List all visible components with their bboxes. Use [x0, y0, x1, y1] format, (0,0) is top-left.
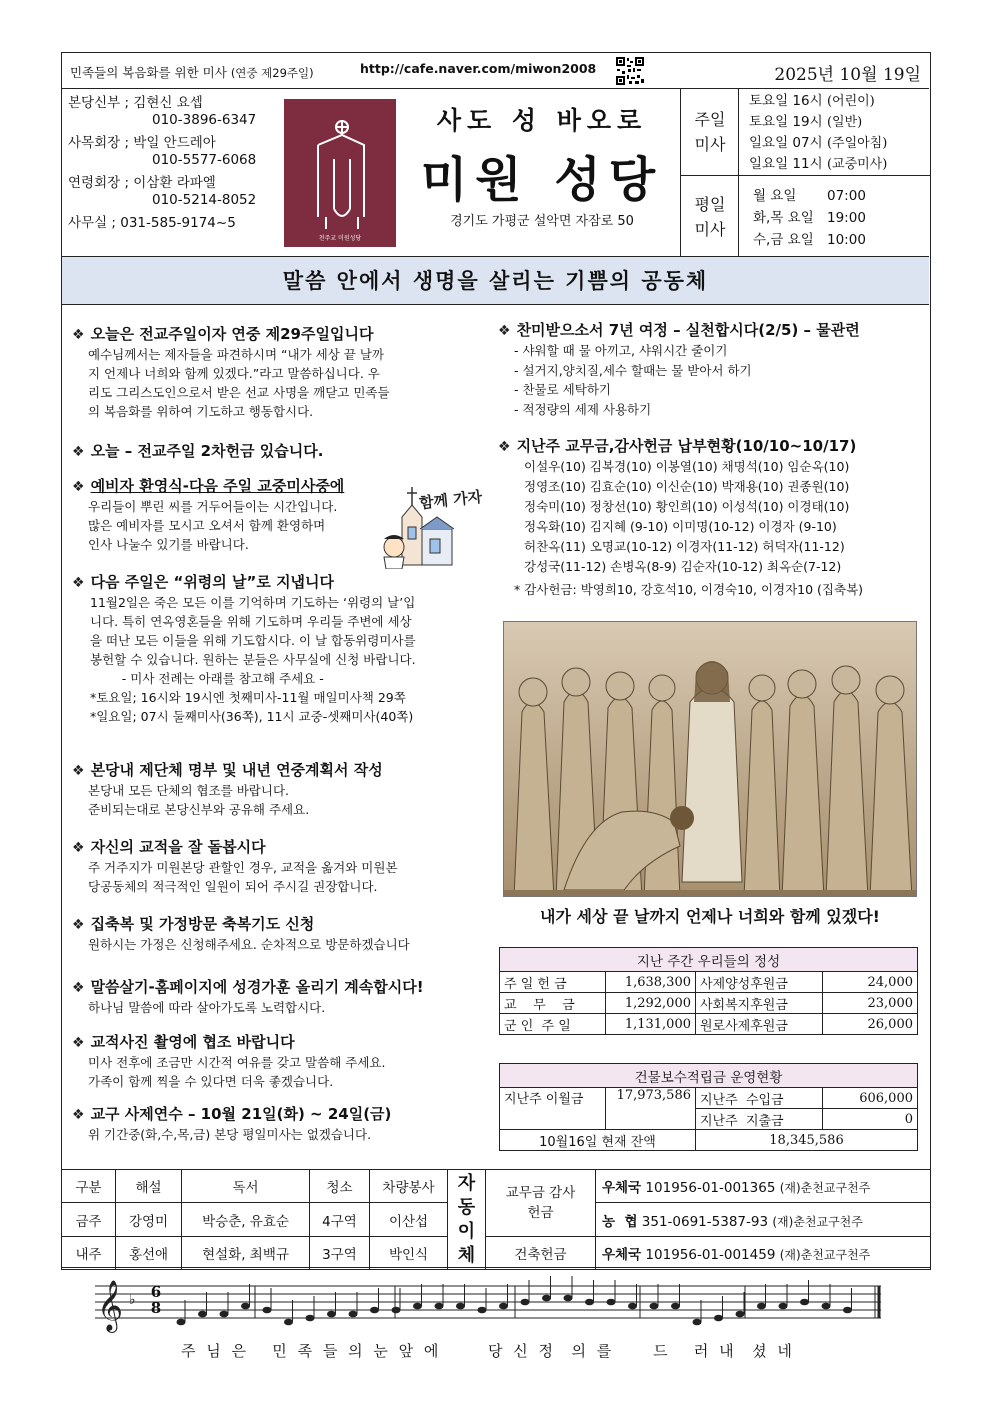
staff-pastor-phone: 010-3896-6347: [152, 112, 257, 128]
staff-council: 사목회장 ; 박일 안드레아: [68, 135, 216, 151]
welcome-art-text: 함께 가자: [418, 487, 484, 513]
bulletin-date: 2025년 10월 19일: [774, 65, 921, 85]
note-head: [564, 1295, 573, 1302]
notice-title: 오늘 – 전교주일 2차헌금 있습니다.: [90, 442, 324, 460]
laudato-si-section: ❖ 찬미받으소서 7년 여정 – 실천합시다(2/5) – 물관련 - 샤워할 때 물 아끼고, 샤워시간 줄이기 - 설거지,양치질,세수 할때는 물 받아서 하기 - 찬물로 세탁하기 - 적정량의 세제 사용하기: [498, 321, 860, 417]
note-head: [542, 1295, 551, 1302]
disciples-illustration-icon: [504, 622, 917, 897]
church-name: 미원 성당: [420, 152, 664, 208]
note-head: [757, 1303, 766, 1310]
notice-item: ❖ 말씀살기-홈페이지에 성경가훈 올리기 계속합시다! 하나님 말씀에 따라 살아가도록 노력합시다.: [72, 978, 424, 1015]
note-head: [198, 1311, 207, 1318]
note-head: [822, 1303, 831, 1310]
notice-item: ❖ 오늘 – 전교주일 2차헌금 있습니다.: [72, 442, 324, 460]
account-row: 우체국 101956-01-001459 (재)춘천교구천주: [596, 1237, 931, 1270]
music-staff: [95, 1276, 881, 1376]
svg-text:♭: ♭: [129, 1292, 136, 1308]
notice-item: ❖ 교적사진 촬영에 협조 바랍니다 미사 전후에 조금만 시간적 여유를 갖고 말씀해 주세요. 가족이 함께 찍을 수 있다면 더욱 좋겠습니다.: [72, 1033, 386, 1089]
mass-intention: [70, 63, 314, 81]
note-head: [349, 1311, 358, 1318]
mass-title: 민족들의 복음화를 위한 미사: [70, 65, 227, 80]
duty-row: 금주 강영미 박승춘, 유효순 4구역 이산섭 농 협 351-0691-5387-93 (재)춘천교구천주: [62, 1203, 931, 1237]
cafe-url[interactable]: http://cafe.naver.com/miwon2008: [360, 61, 597, 76]
top-bar: [62, 53, 929, 89]
weekday-mass-row: 수,금 요일 10:00: [753, 232, 866, 248]
duty-row: 내주 홍선애 현설화, 최백규 3구역 박인식 건축헌금 우체국 101956-01-001459 (재)춘천교구천주: [62, 1237, 931, 1270]
notice-item: ❖ 교구 사제연수 – 10월 21일(화) ~ 24일(금) 위 기간중(화,수,목,금) 본당 평일미사는 없겠습니다.: [72, 1105, 392, 1142]
note-head: [177, 1319, 186, 1326]
jesus-illustration: [503, 621, 917, 897]
note-head: [736, 1311, 745, 1318]
sunday-mass-row: 토요일 16시 (어린이): [749, 93, 875, 109]
notice-title: 자신의 교적을 잘 돌봅시다: [90, 838, 266, 856]
sunday-label: (연중 제29주일): [230, 66, 314, 80]
note-head: [392, 1307, 401, 1314]
sunday-mass-box: [681, 89, 930, 176]
note-head: [800, 1299, 809, 1306]
notice-title: 교적사진 촬영에 협조 바랍니다: [90, 1033, 295, 1051]
staff-council-phone: 010-5577-6068: [152, 152, 257, 168]
music-lyrics: 주 님 은 민 족 들 의 눈 앞 에 당 신 정 의 를 드 러 내 셨 네: [181, 1342, 795, 1360]
note-head: [306, 1315, 315, 1322]
offerings-row: 교 무 금 1,292,000 사회복지후원금 23,000: [500, 993, 918, 1014]
note-head: [628, 1303, 637, 1310]
note-head: [327, 1311, 336, 1318]
scripture-caption: 내가 세상 끝 날까지 언제나 너희와 함께 있겠다!: [540, 907, 880, 926]
note-head: [263, 1307, 272, 1314]
dues-title: 지난주 교무금,감사헌금 납부현황(10/10~10/17): [516, 437, 857, 455]
sunday-mass-row: 토요일 19시 (일반): [749, 114, 863, 130]
note-head: [779, 1303, 788, 1310]
logo-caption: 천주교 미원성당: [318, 235, 362, 242]
notice-item: ❖ 본당내 제단체 명부 및 내년 연중계획서 작성 본당내 모든 단체의 협조를 바랍니다. 준비되는대로 본당신부와 공유해 주세요.: [72, 761, 383, 817]
staff-funeral-phone: 010-5214-8052: [152, 192, 257, 208]
church-logo-icon: [284, 99, 396, 247]
auto-transfer-label: 자 동 이 체: [448, 1170, 486, 1270]
offerings-row: 군 인 주 일 1,131,000 원로사제후원금 26,000: [500, 1014, 918, 1035]
church-logo: [284, 99, 396, 247]
offerings-table: [499, 947, 918, 1035]
notice-item: ❖ 집축복 및 가정방문 축복기도 신청 원하시는 가정은 신청해주세요. 순차적으로 방문하겠습니다: [72, 915, 410, 952]
note-head: [521, 1299, 530, 1306]
note-head: [241, 1303, 250, 1310]
building-fund-title: 건물보수적립금 운영현황: [500, 1064, 918, 1088]
church-subtitle: 사도 성 바오로: [436, 106, 648, 135]
staff-list: [68, 95, 256, 235]
sunday-mass-label: 주일 미사: [694, 110, 726, 154]
sheet-music-icon: [95, 1276, 881, 1338]
notice-title: 교구 사제연수 – 10월 21일(화) ~ 24일(금): [90, 1105, 392, 1123]
church-address: 경기도 가평군 설악면 자잠로 50: [450, 214, 634, 229]
dues-section: ❖ 지난주 교무금,감사헌금 납부현황(10/10~10/17) 이설우(10) 김복경(10) 이봉열(10) 채명석(10) 임순옥(10) 정영조(10) 김효순(10) 이신순(10) 박재용(10) 권종원(10) 정숙미(10) 정창선(10) 황인희(10) 이성석(10) 이경태(10) 정옥화(10) 김지혜 (9-10) 이미명(10-12) 이경자 (9-10) 허찬옥(11) 오명교(10-12) 이경자(11-12) 허덕자(11-12) 강성국(11-12) 손병옥(8-9) 김순자(10-12) 최옥순(7-12) * 감사헌금: 박영희10, 강호석10, 이경숙10, 이경자10 (집축복): [498, 437, 864, 597]
note-head: [585, 1299, 594, 1306]
notice-title: 오늘은 전교주일이자 연중 제29주일입니다: [90, 325, 374, 343]
note-head: [607, 1299, 616, 1306]
note-head: [714, 1315, 723, 1322]
parish-theme: 말씀 안에서 생명을 살리는 기쁨의 공동체: [62, 257, 929, 305]
note-head: [843, 1307, 852, 1314]
building-fund-table: 건물보수적립금 운영현황 지난주 이월금 17,973,586 지난주 수입금 606,000 지난주 지출금 0 10월16일 현재 잔액 18,345,586: [499, 1063, 918, 1151]
notice-title: 다음 주일은 “위령의 날”로 지냅니다: [90, 573, 335, 591]
sunday-mass-row: 일요일 07시 (주일아침): [749, 135, 888, 151]
laudato-title: 찬미받으소서 7년 여정 – 실천합시다(2/5) – 물관련: [516, 321, 860, 339]
build-account-label: 건축헌금: [486, 1237, 596, 1270]
notice-item: ❖ 오늘은 전교주일이자 연중 제29주일입니다 예수님께서는 제자들을 파견하시며 “내가 세상 끝 날까 지 언제나 너희와 함께 있겠다.”라고 말씀하십니다. 우 리도 그리스도인으로서 받은 선교 사명을 깨닫고 민족들 의 복음화를 위하여 기도하고 행동합시다.: [72, 325, 390, 419]
note-head: [284, 1319, 293, 1326]
offerings-row: 주 일 헌 금 1,638,300 사제양성후원금 24,000: [500, 972, 918, 993]
notice-title: 집축복 및 가정방문 축복기도 신청: [90, 915, 315, 933]
notice-title: 본당내 제단체 명부 및 내년 연중계획서 작성: [90, 761, 383, 779]
svg-text:𝄞: 𝄞: [97, 1280, 124, 1331]
weekday-mass-row: 화,목 요일 19:00: [753, 210, 866, 226]
note-head: [650, 1303, 659, 1310]
notice-item: ❖ 다음 주일은 “위령의 날”로 지냅니다 11월2일은 죽은 모든 이를 기억하며 기도하는 ‘위령의 날’입 니다. 특히 연옥영혼들을 위해 기도하며 우리들 주변에 세상 을 떠난 모든 이들을 위해 기도합시다. 이 날 합동위령미사를 봉헌할 수 있습니다. 원하는 분들은 사무실에 신청 바랍니다. - 미사 전례는 아래를 참고해 주세요 - *토요일; 16시와 19시엔 첫째미사-11월 매일미사책 29쪽 *일요일; 07시 둘째미사(36쪽), 11시 교중-셋째미사(40쪽): [72, 573, 416, 724]
note-head: [693, 1319, 702, 1326]
weekday-mass-label: 평일 미사: [694, 195, 726, 239]
bulletin-page: [61, 52, 931, 1268]
qr-code-icon: [615, 56, 645, 86]
note-head: [370, 1307, 379, 1314]
staff-office: 사무실 ; 031-585-9174~5: [68, 215, 236, 231]
dues-account-label: 교무금 감사헌금: [486, 1170, 596, 1237]
note-head: [671, 1303, 680, 1310]
weekday-mass-row: 월 요일 07:00: [753, 188, 866, 204]
account-row: 농 협 351-0691-5387-93 (재)춘천교구천주: [596, 1203, 931, 1237]
note-head: [435, 1303, 444, 1310]
note-head: [413, 1303, 422, 1310]
note-head: [478, 1307, 487, 1314]
time-signature: 6 8: [150, 1283, 162, 1317]
note-head: [220, 1311, 229, 1318]
notice-item: ❖ 자신의 교적을 잘 돌봅시다 주 거주지가 미원본당 관할인 경우, 교적을 옮겨와 미원본 당공동체의 적극적인 일원이 되어 주시길 권장합니다.: [72, 838, 398, 894]
staff-funeral: 연령회장 ; 이삼환 라파엘: [68, 175, 216, 191]
notice-item: ❖ 예비자 환영식-다음 주일 교중미사중에 우리들이 뿌린 씨를 거두어들이는 시간입니다. 많은 예비자를 모시고 오셔서 함께 환영하며 인사 나눌수 있기를 바랍니다.: [72, 477, 345, 552]
duty-table: 구분 해설 독서 청소 차량봉사 자 동 이 체 교무금 감사헌금 우체국 101956-01-001365 (재)춘천교구천주 금주 강영미 박승춘, 유효순 4구역 이산섭 농 협 351-0691-5387-93 (재)춘천교구천주 내주 홍선애 현설화, 최백규 3구역 박인식 건축헌금 우체국 101956-01-001459 (재)춘천교구천주: [61, 1169, 931, 1270]
notice-title: 말씀살기-홈페이지에 성경가훈 올리기 계속합시다!: [90, 978, 424, 996]
notice-title: 예비자 환영식-다음 주일 교중미사중에: [90, 477, 345, 495]
header: [62, 89, 929, 257]
offerings-title: 지난 주간 우리들의 정성: [500, 948, 918, 972]
account-row: 우체국 101956-01-001365 (재)춘천교구천주: [596, 1170, 931, 1203]
mass-schedule: [680, 89, 929, 257]
note-head: [456, 1303, 465, 1310]
staff-pastor: 본당신부 ; 김현신 요셉: [68, 95, 203, 111]
sunday-mass-row: 일요일 11시 (교중미사): [749, 156, 888, 172]
note-head: [499, 1303, 508, 1310]
